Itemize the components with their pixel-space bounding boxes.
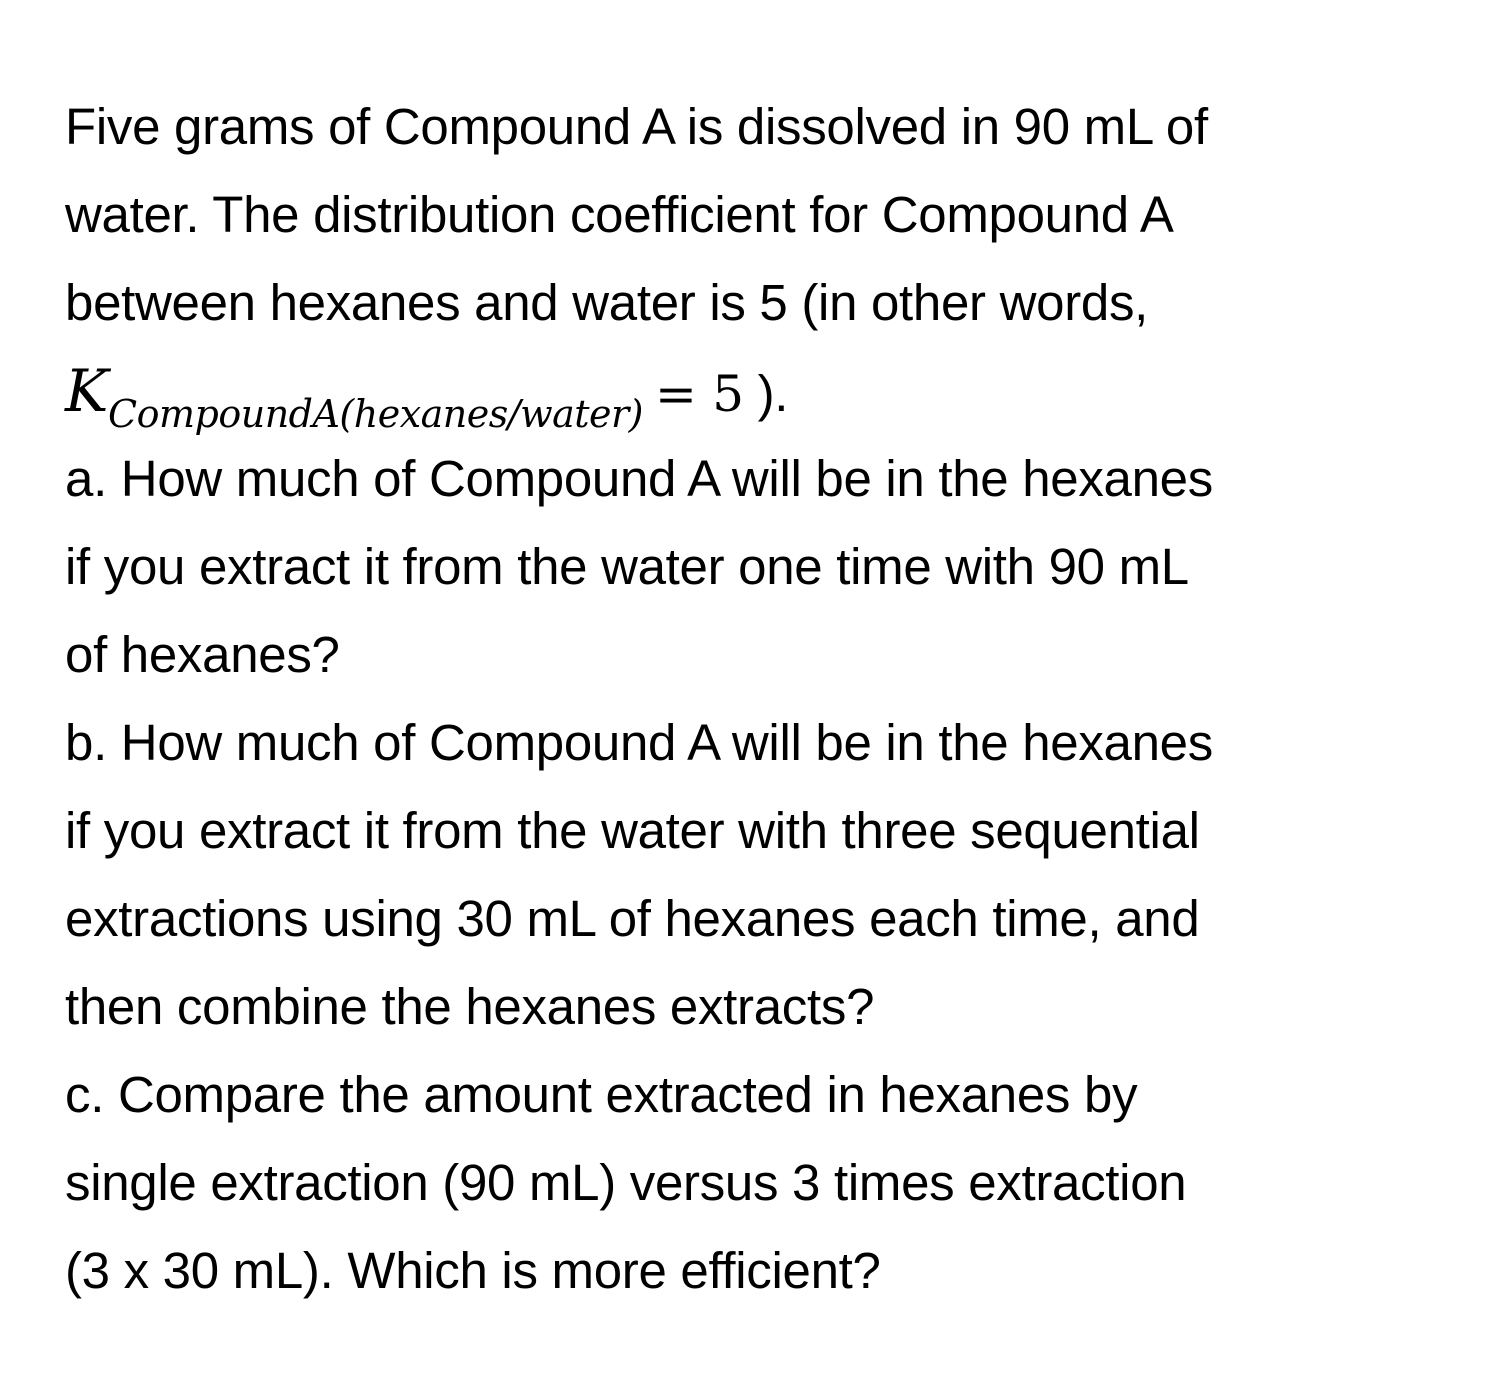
question-c-line-3: (3 x 30 mL). Which is more efficient?	[65, 1242, 881, 1299]
math-closing: ).	[743, 365, 789, 422]
math-subscript: CompoundA(hexanes/water)	[108, 392, 644, 436]
question-c-line-2: single extraction (90 mL) versus 3 times extraction	[65, 1154, 1187, 1211]
problem-text	[65, 83, 1445, 1315]
question-c-line-1: c. Compare the amount extracted in hexanes by	[65, 1066, 1138, 1123]
question-a-line-3: of hexanes?	[65, 626, 340, 683]
intro-line-2: water. The distribution coefficient for Compound A	[65, 186, 1174, 243]
intro-line-3: between hexanes and water is 5 (in other words,	[65, 274, 1149, 331]
math-equals-value: = 5	[655, 365, 744, 423]
question-a-line-2: if you extract it from the water one time with 90 mL	[65, 538, 1189, 595]
intro-line-1: Five grams of Compound A is dissolved in 90 mL of	[65, 98, 1208, 155]
question-a-line-1: a. How much of Compound A will be in the hexanes	[65, 450, 1213, 507]
question-b-line-3: extractions using 30 mL of hexanes each time, and	[65, 890, 1200, 947]
question-b-line-2: if you extract it from the water with three sequential	[65, 802, 1200, 859]
math-k-symbol: K	[65, 357, 109, 425]
question-b-line-1: b. How much of Compound A will be in the hexanes	[65, 714, 1213, 771]
distribution-coefficient-equation	[65, 347, 1445, 435]
question-b-line-4: then combine the hexanes extracts?	[65, 978, 875, 1035]
